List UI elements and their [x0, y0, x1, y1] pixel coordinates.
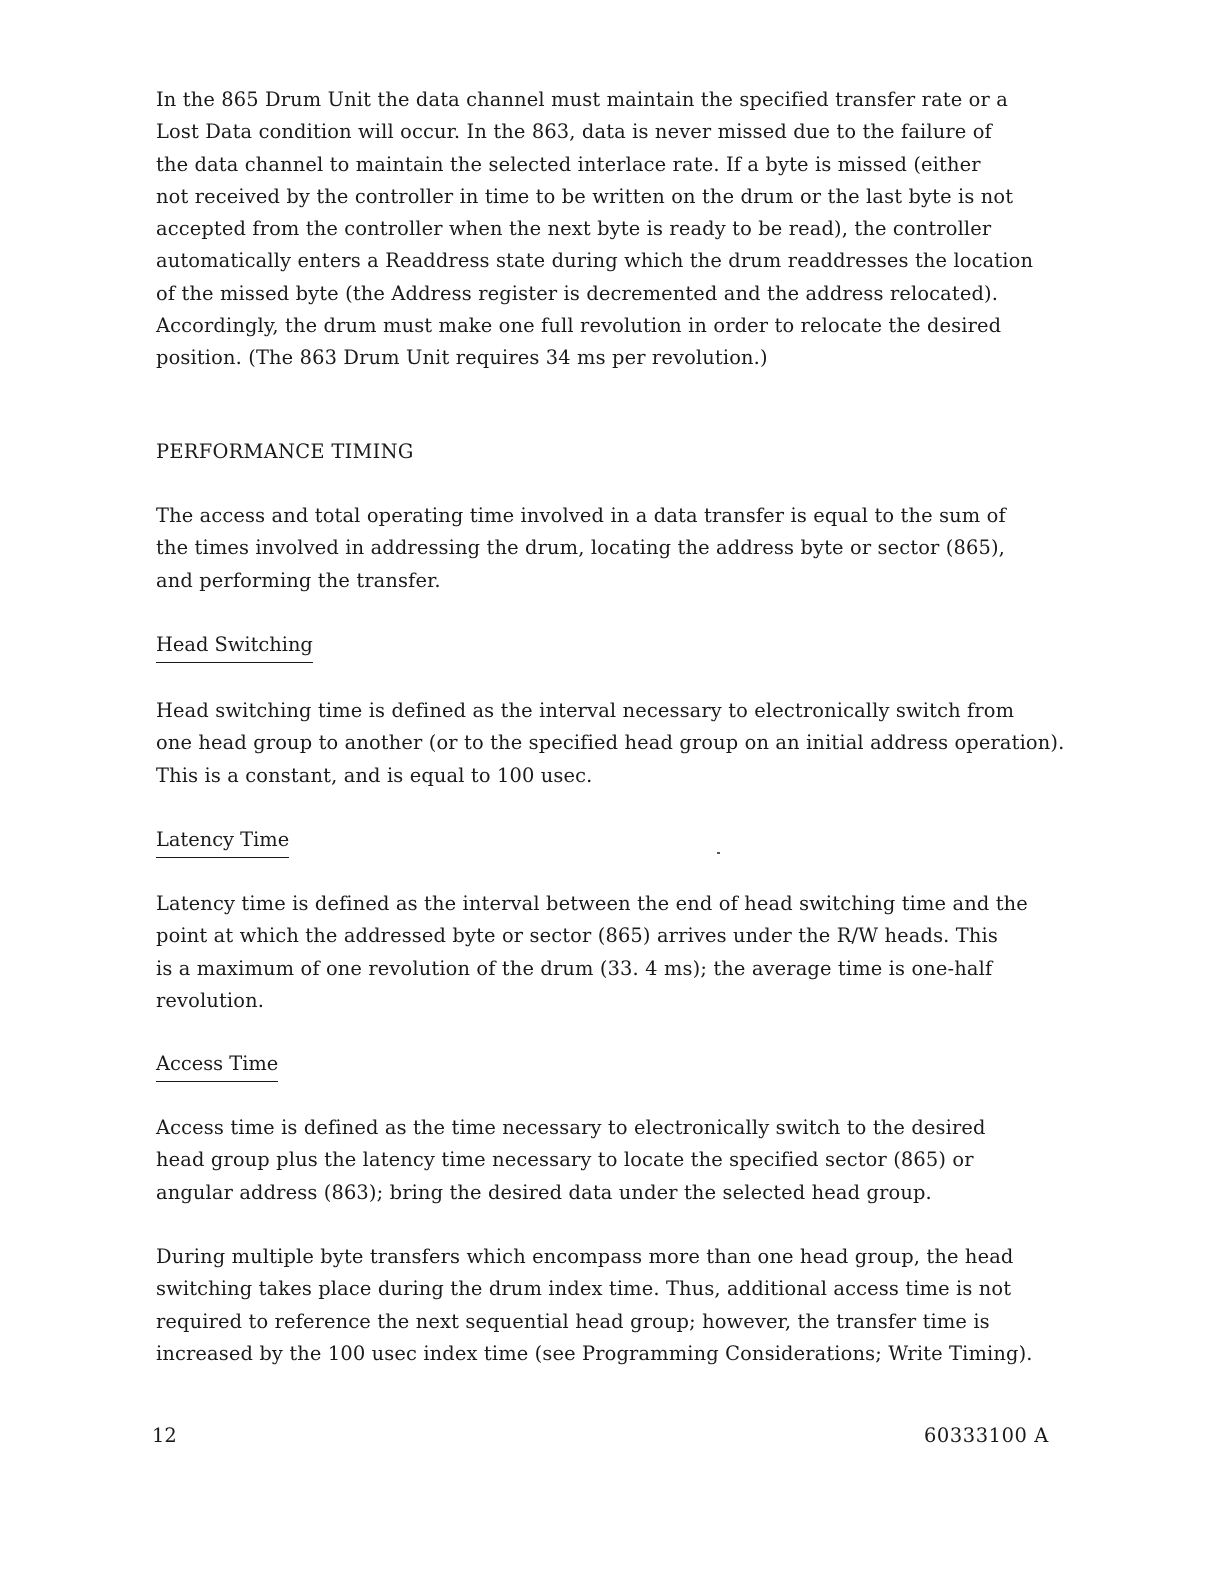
performance-line-1: The access and total operating time involved in a data transfer is equal to the sum of — [156, 504, 1006, 527]
access-p2-line-3: required to reference the next sequential head group; however, the transfer time is — [156, 1309, 990, 1333]
latency-line-4: revolution. — [156, 988, 265, 1012]
intro-line-3: the data channel to maintain the selected interlace rate. If a byte is missed (either — [156, 152, 981, 176]
intro-line-5: accepted from the controller when the next byte is ready to be read), the controller — [156, 217, 992, 241]
intro-line-6: automatically enters a Readdress state during which the drum readdresses the location — [156, 249, 1034, 273]
latency-time-heading: Latency Time — [156, 826, 289, 858]
access-time-paragraph-2 — [156, 1241, 1033, 1370]
access-line-3: angular address (863); bring the desired data under the selected head group. — [156, 1180, 932, 1204]
access-p2-line-1: During multiple byte transfers which encompass more than one head group, the head — [156, 1245, 1014, 1268]
access-line-1: Access time is defined as the time necessary to electronically switch to the desired — [156, 1116, 986, 1139]
performance-line-2: the times involved in addressing the drum, locating the address byte or sector (865), — [156, 536, 1005, 560]
latency-time-paragraph — [156, 888, 1028, 1017]
intro-line-7: of the missed byte (the Address register is decremented and the address relocated). — [156, 281, 999, 305]
head-switching-line-2: one head group to another (or to the specified head group on an initial address operation). — [156, 731, 1065, 755]
performance-timing-paragraph — [156, 500, 1006, 597]
intro-line-2: Lost Data condition will occur. In the 863, data is never missed due to the failure of — [156, 120, 992, 144]
latency-line-1: Latency time is defined as the interval between the end of head switching time and the — [156, 892, 1028, 915]
access-time-heading: Access Time — [156, 1050, 278, 1082]
access-p2-line-2: switching takes place during the drum index time. Thus, additional access time is not — [156, 1277, 1012, 1301]
head-switching-heading: Head Switching — [156, 631, 313, 663]
performance-timing-heading: PERFORMANCE TIMING — [156, 440, 414, 463]
scan-speck — [717, 852, 720, 854]
performance-line-3: and performing the transfer. — [156, 568, 441, 592]
intro-line-9: position. (The 863 Drum Unit requires 34 ms per revolution.) — [156, 346, 768, 370]
head-switching-line-1: Head switching time is defined as the interval necessary to electronically switch from — [156, 699, 1015, 722]
document-number: 60333100 A — [924, 1424, 1049, 1447]
head-switching-paragraph — [156, 695, 1064, 792]
head-switching-line-3: This is a constant, and is equal to 100 usec. — [156, 763, 593, 787]
intro-line-1: In the 865 Drum Unit the data channel must maintain the specified transfer rate or a — [156, 88, 1008, 111]
latency-line-2: point at which the addressed byte or sector (865) arrives under the R/W heads. This — [156, 924, 998, 948]
access-time-paragraph-1 — [156, 1112, 986, 1209]
access-p2-line-4: increased by the 100 usec index time (see Programming Considerations; Write Timing). — [156, 1341, 1033, 1365]
intro-paragraph — [156, 84, 1033, 375]
intro-line-8: Accordingly, the drum must make one full revolution in order to relocate the desired — [156, 314, 1002, 338]
intro-line-4: not received by the controller in time to be written on the drum or the last byte is not — [156, 184, 1014, 208]
page-number: 12 — [152, 1424, 177, 1447]
latency-line-3: is a maximum of one revolution of the drum (33. 4 ms); the average time is one-half — [156, 956, 993, 980]
access-line-2: head group plus the latency time necessary to locate the specified sector (865) or — [156, 1148, 974, 1172]
